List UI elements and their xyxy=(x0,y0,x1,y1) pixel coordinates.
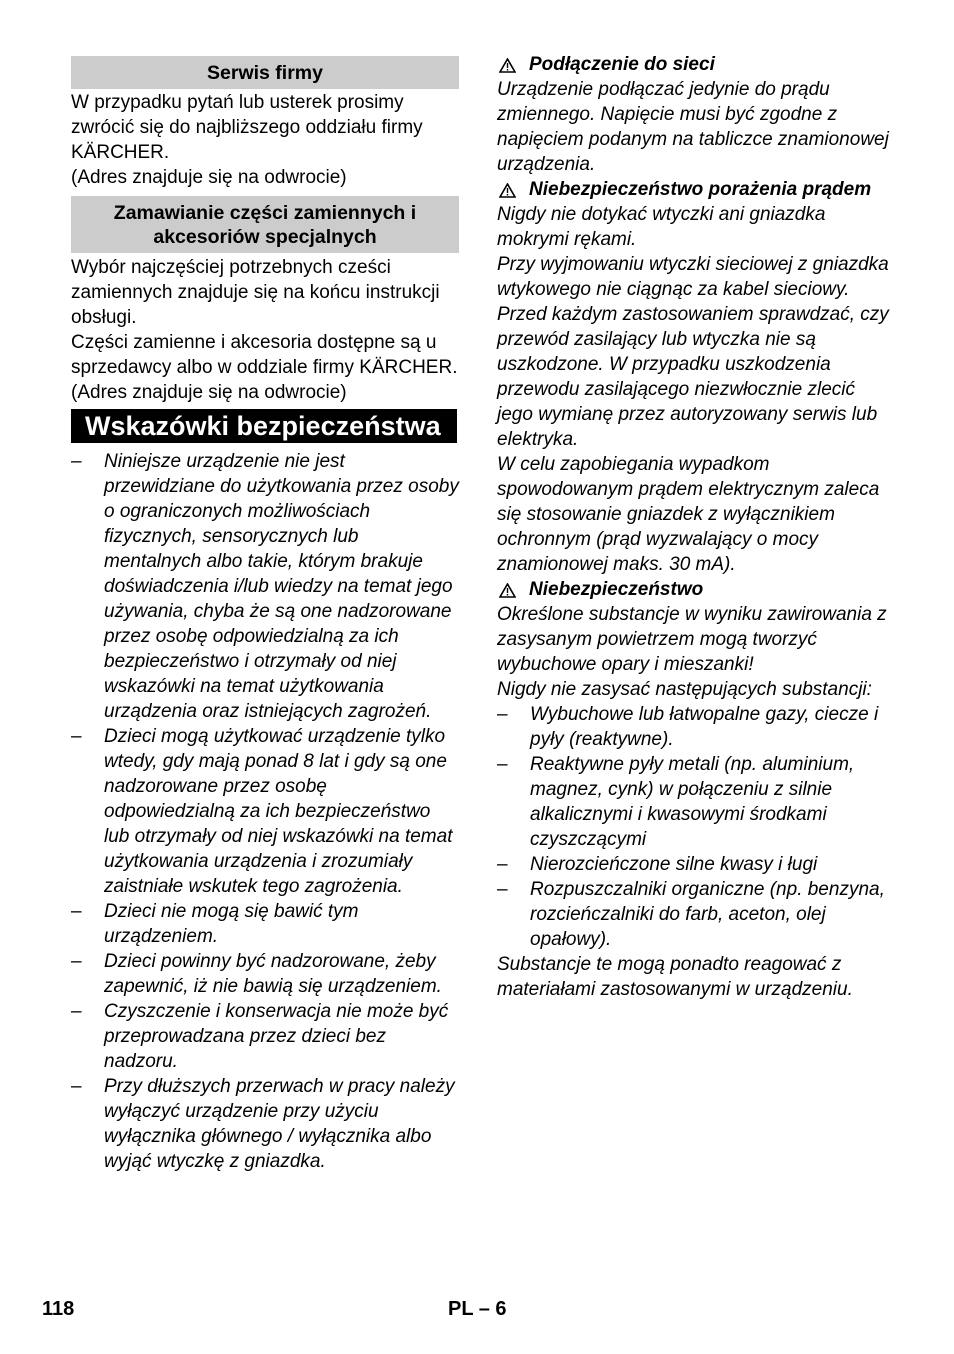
warning-heading-power: Podłączenie do sieci xyxy=(497,52,889,77)
warning-triangle-icon xyxy=(499,183,516,198)
list-item: – Wybuchowe lub łatwopalne gazy, ciecze i pyły (reaktywne). xyxy=(497,704,879,750)
safety-list xyxy=(71,449,459,1174)
warning-heading-danger: Niebezpieczeństwo xyxy=(497,577,889,602)
substances-list xyxy=(497,702,889,952)
shock-paragraph-1: Nigdy nie dotykać wtyczki ani gniazdka mokrymi rękami. xyxy=(497,204,826,250)
list-dash: – xyxy=(71,451,82,472)
shock-paragraph-4: W celu zapobiegania wypadkom spowodowanym prądem elektrycznym zaleca się stosowanie gniazdek z wyłącznikiem ochronnym (prąd wyzwalający o mocy znamionowej maks. 30 mA). xyxy=(497,454,880,575)
safety-heading: Wskazówki bezpieczeństwa xyxy=(71,409,457,443)
zamawianie-heading: Zamawianie części zamiennych i akcesoriów specjalnych xyxy=(71,196,459,253)
shock-paragraph-2: Przy wyjmowaniu wtyczki sieciowej z gniazdka wtykowego nie ciągnąc za kabel sieciowy. xyxy=(497,254,889,300)
list-dash: – xyxy=(71,951,82,972)
list-item: – Dzieci mogą użytkować urządzenie tylko wtedy, gdy mają ponad 8 lat i gdy są one nadzorowane przez osobę odpowiedzialną za ich bezpieczeństwo lub otrzymały od niej wskazówki na temat użytkowania urządzenia i zrozumiały zaistniałe wskutek tego zagrożenia. xyxy=(71,726,453,897)
zamawianie-paragraph-1: Wybór najczęściej potrzebnych cześci zamiennych znajduje się na końcu instrukcji obsługi. xyxy=(71,257,440,328)
list-dash: – xyxy=(497,854,508,875)
list-dash: – xyxy=(497,704,508,725)
warning-triangle-icon xyxy=(499,583,516,598)
list-item: – Przy dłuższych przerwach w pracy należy wyłączyć urządzenie przy użyciu wyłącznika głównego / wyłącznika albo wyjąć wtyczkę z gniazdka. xyxy=(71,1076,455,1172)
list-dash: – xyxy=(497,879,508,900)
warning-triangle-icon xyxy=(499,58,516,73)
list-item: – Dzieci powinny być nadzorowane, żeby zapewnić, iż nie bawią się urządzeniem. xyxy=(71,951,442,997)
list-dash: – xyxy=(71,1076,82,1097)
list-item: – Rozpuszczalniki organiczne (np. benzyna, rozcieńczalniki do farb, aceton, olej opałowy). xyxy=(497,879,885,950)
list-item: – Nierozcieńczone silne kwasy i ługi xyxy=(497,854,818,875)
danger-paragraph-3: Substancje te mogą ponadto reagować z materiałami zastosowanymi w urządzeniu. xyxy=(497,954,853,1000)
danger-paragraph-2: Nigdy nie zasysać następujących substancji: xyxy=(497,679,872,700)
list-item: – Dzieci nie mogą się bawić tym urządzeniem. xyxy=(71,901,359,947)
serwis-paragraph: W przypadku pytań lub usterek prosimy zwrócić się do najbliższego oddziału firmy KÄRCHER. xyxy=(71,92,423,163)
list-item: – Czyszczenie i konserwacja nie może być przeprowadzana przez dzieci bez nadzoru. xyxy=(71,1001,449,1072)
serwis-address-note: (Adres znajduje się na odwrocie) xyxy=(71,167,347,188)
serwis-heading: Serwis firmy xyxy=(71,56,459,89)
list-dash: – xyxy=(71,901,82,922)
list-item: – Niniejsze urządzenie nie jest przewidziane do użytkowania przez osoby o ograniczonych możliwościach fizycznych, sensorycznych lub mentalnych albo takie, którym brakuje doświadczenia i/lub wiedzy na temat jego używania, chyba że są one nadzorowane przez osobę odpowiedzialną za ich bezpieczeństwo i otrzymały od niej wskazówki na temat użytkowania urządzenia oraz istniejących zagrożeń. xyxy=(71,451,459,722)
warning-heading-electric-shock: Niebezpieczeństwo porażenia prądem xyxy=(497,177,889,202)
list-dash: – xyxy=(71,726,82,747)
list-item: – Reaktywne pyły metali (np. aluminium, magnez, cynk) w połączeniu z silnie alkalicznymi i kwasowymi środkami czyszczącymi xyxy=(497,754,855,850)
page-number: 118 xyxy=(42,1298,75,1320)
zamawianie-paragraph-2: Części zamienne i akcesoria dostępne są u sprzedawcy albo w oddziale firmy KÄRCHER. xyxy=(71,332,458,378)
language-page-label: PL – 6 xyxy=(448,1298,507,1320)
list-dash: – xyxy=(497,754,508,775)
list-dash: – xyxy=(71,1001,82,1022)
right-column xyxy=(497,52,889,1002)
left-column xyxy=(71,56,459,1174)
danger-paragraph-1: Określone substancje w wyniku zawirowania z zasysanym powietrzem mogą tworzyć wybuchowe opary i mieszanki! xyxy=(497,604,887,675)
power-paragraph: Urządzenie podłączać jedynie do prądu zmiennego. Napięcie musi być zgodne z napięciem podanym na tabliczce znamionowej urządzenia. xyxy=(497,79,889,175)
shock-paragraph-3: Przed każdym zastosowaniem sprawdzać, czy przewód zasilający lub wtyczka nie są uszkodzone. W przypadku uszkodzenia przewodu zasilającego niezwłocznie zlecić jego wymianę przez autoryzowany serwis lub elektryka. xyxy=(497,304,889,450)
zamawianie-address-note: (Adres znajduje się na odwrocie) xyxy=(71,382,347,403)
